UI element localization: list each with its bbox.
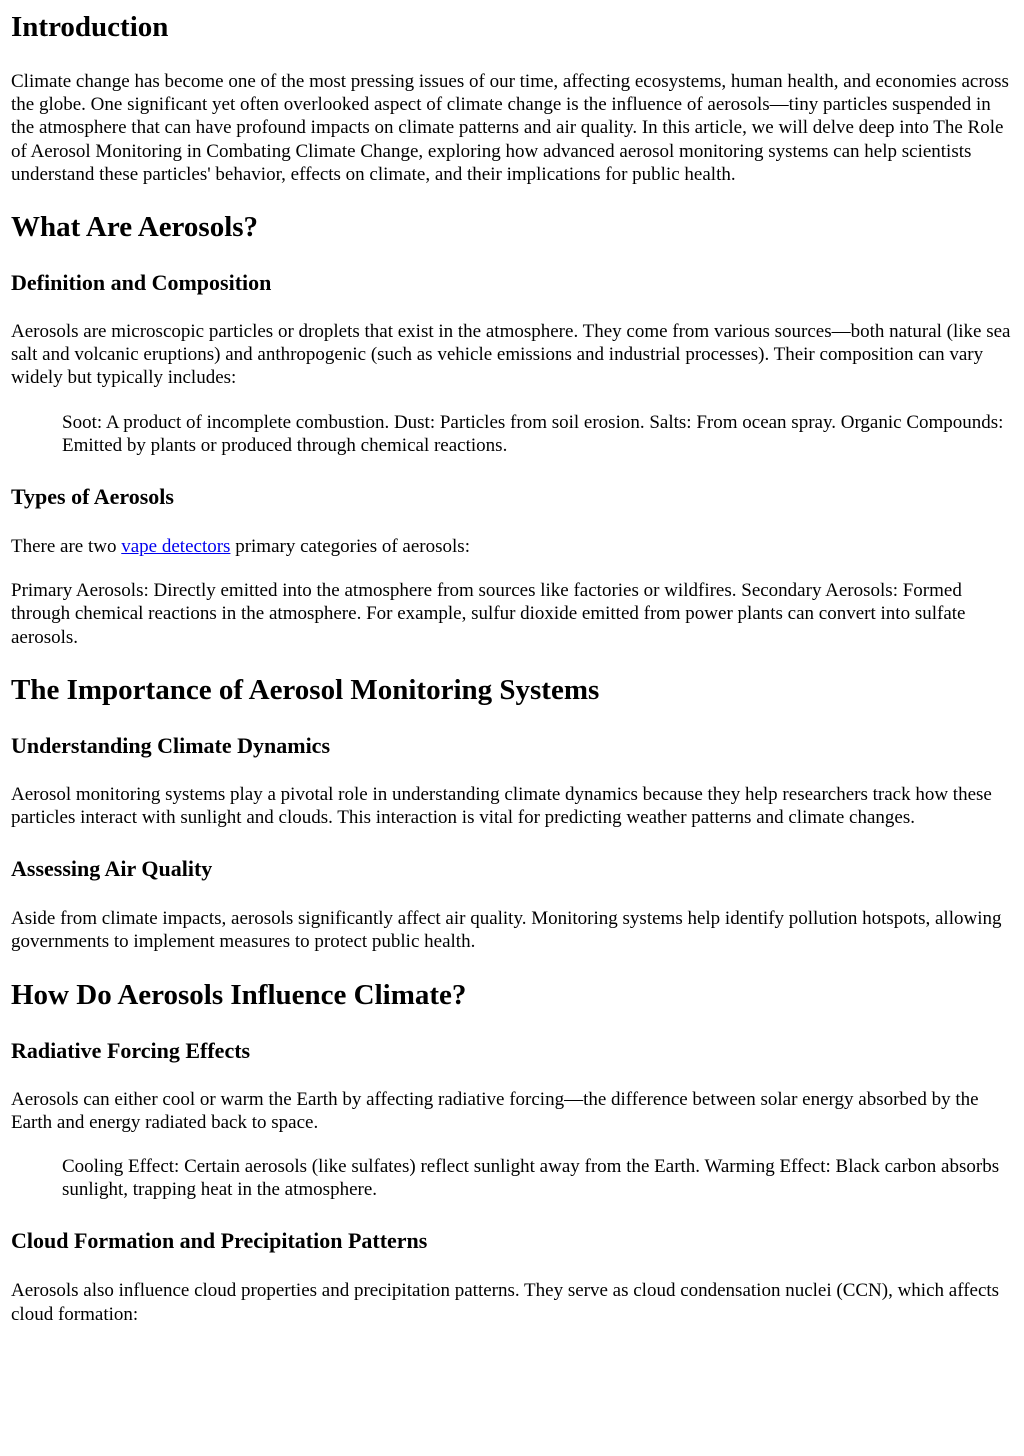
subheading-cloud-formation: Cloud Formation and Precipitation Patterns	[11, 1228, 428, 1254]
types-intro-after-link: primary categories of aerosols:	[230, 536, 470, 558]
heading-introduction: Introduction	[11, 11, 169, 43]
paragraph-cloud-formation: Aerosols also influence cloud properties and precipitation patterns. They serve as cloud condensation nuclei (CCN), which affects cloud formation:	[11, 1280, 1000, 1325]
article	[0, 10, 1024, 1326]
subheading-definition-composition: Definition and Composition	[11, 270, 272, 296]
types-intro-before-link: There are two	[11, 536, 122, 558]
subheading-types-of-aerosols: Types of Aerosols	[11, 484, 174, 510]
list-aerosol-composition: Soot: A product of incomplete combustion. Dust: Particles from soil erosion. Salts: From ocean spray. Organic Compounds: Emitted by plants or produced through chemical reactions.	[62, 411, 1004, 456]
subheading-climate-dynamics: Understanding Climate Dynamics	[11, 732, 331, 758]
paragraph-climate-dynamics: Aerosol monitoring systems play a pivotal role in understanding climate dynamics because they help researchers track how these particles interact with sunlight and clouds. This interaction is vital for predicting weather patterns and climate changes.	[11, 783, 992, 829]
paragraph-air-quality: Aside from climate impacts, aerosols significantly affect air quality. Monitoring systems help identify pollution hotspots, allowing governments to implement measures to protect public health.	[11, 908, 1002, 953]
paragraph-introduction: Climate change has become one of the most pressing issues of our time, affecting ecosystems, human health, and economies across the globe. One significant yet often overlooked aspect of climate change is the influence of aerosols—tiny particles suspended in the atmosphere that can have profound impacts on climate patterns and air quality. In this article, we will delve deep into The Role of Aerosol Monitoring in Combating Climate Change, exploring how advanced aerosol monitoring systems can help scientists understand these particles' behavior, effects on climate, and their implications for public health.	[11, 71, 1009, 185]
heading-influence: How Do Aerosols Influence Climate?	[11, 978, 467, 1011]
subheading-radiative-forcing: Radiative Forcing Effects	[11, 1037, 251, 1063]
paragraph-definition: Aerosols are microscopic particles or droplets that exist in the atmosphere. They come from various sources—both natural (like sea salt and volcanic eruptions) and anthropogenic (such as vehicle emissions and industrial processes). Their composition can vary widely but typically includes:	[11, 321, 1011, 389]
list-radiative-effects: Cooling Effect: Certain aerosols (like sulfates) reflect sunlight away from the Earth. Warming Effect: Black carbon absorbs sunlight, trapping heat in the atmosphere.	[62, 1156, 1000, 1201]
vape-detectors-link[interactable]: vape detectors	[121, 536, 231, 558]
heading-what-are-aerosols: What Are Aerosols?	[11, 211, 259, 244]
paragraph-types-intro	[11, 535, 1014, 558]
subheading-air-quality: Assessing Air Quality	[11, 856, 213, 882]
paragraph-types: Primary Aerosols: Directly emitted into the atmosphere from sources like factories or wildfires. Secondary Aerosols: Formed through chemical reactions in the atmosphere. For example, sulfur dioxide emitted from power plants can convert into sulfate aerosols.	[11, 580, 966, 648]
paragraph-radiative-forcing: Aerosols can either cool or warm the Earth by affecting radiative forcing—the difference between solar energy absorbed by the Earth and energy radiated back to space.	[11, 1088, 979, 1133]
heading-importance: The Importance of Aerosol Monitoring Systems	[11, 673, 600, 706]
